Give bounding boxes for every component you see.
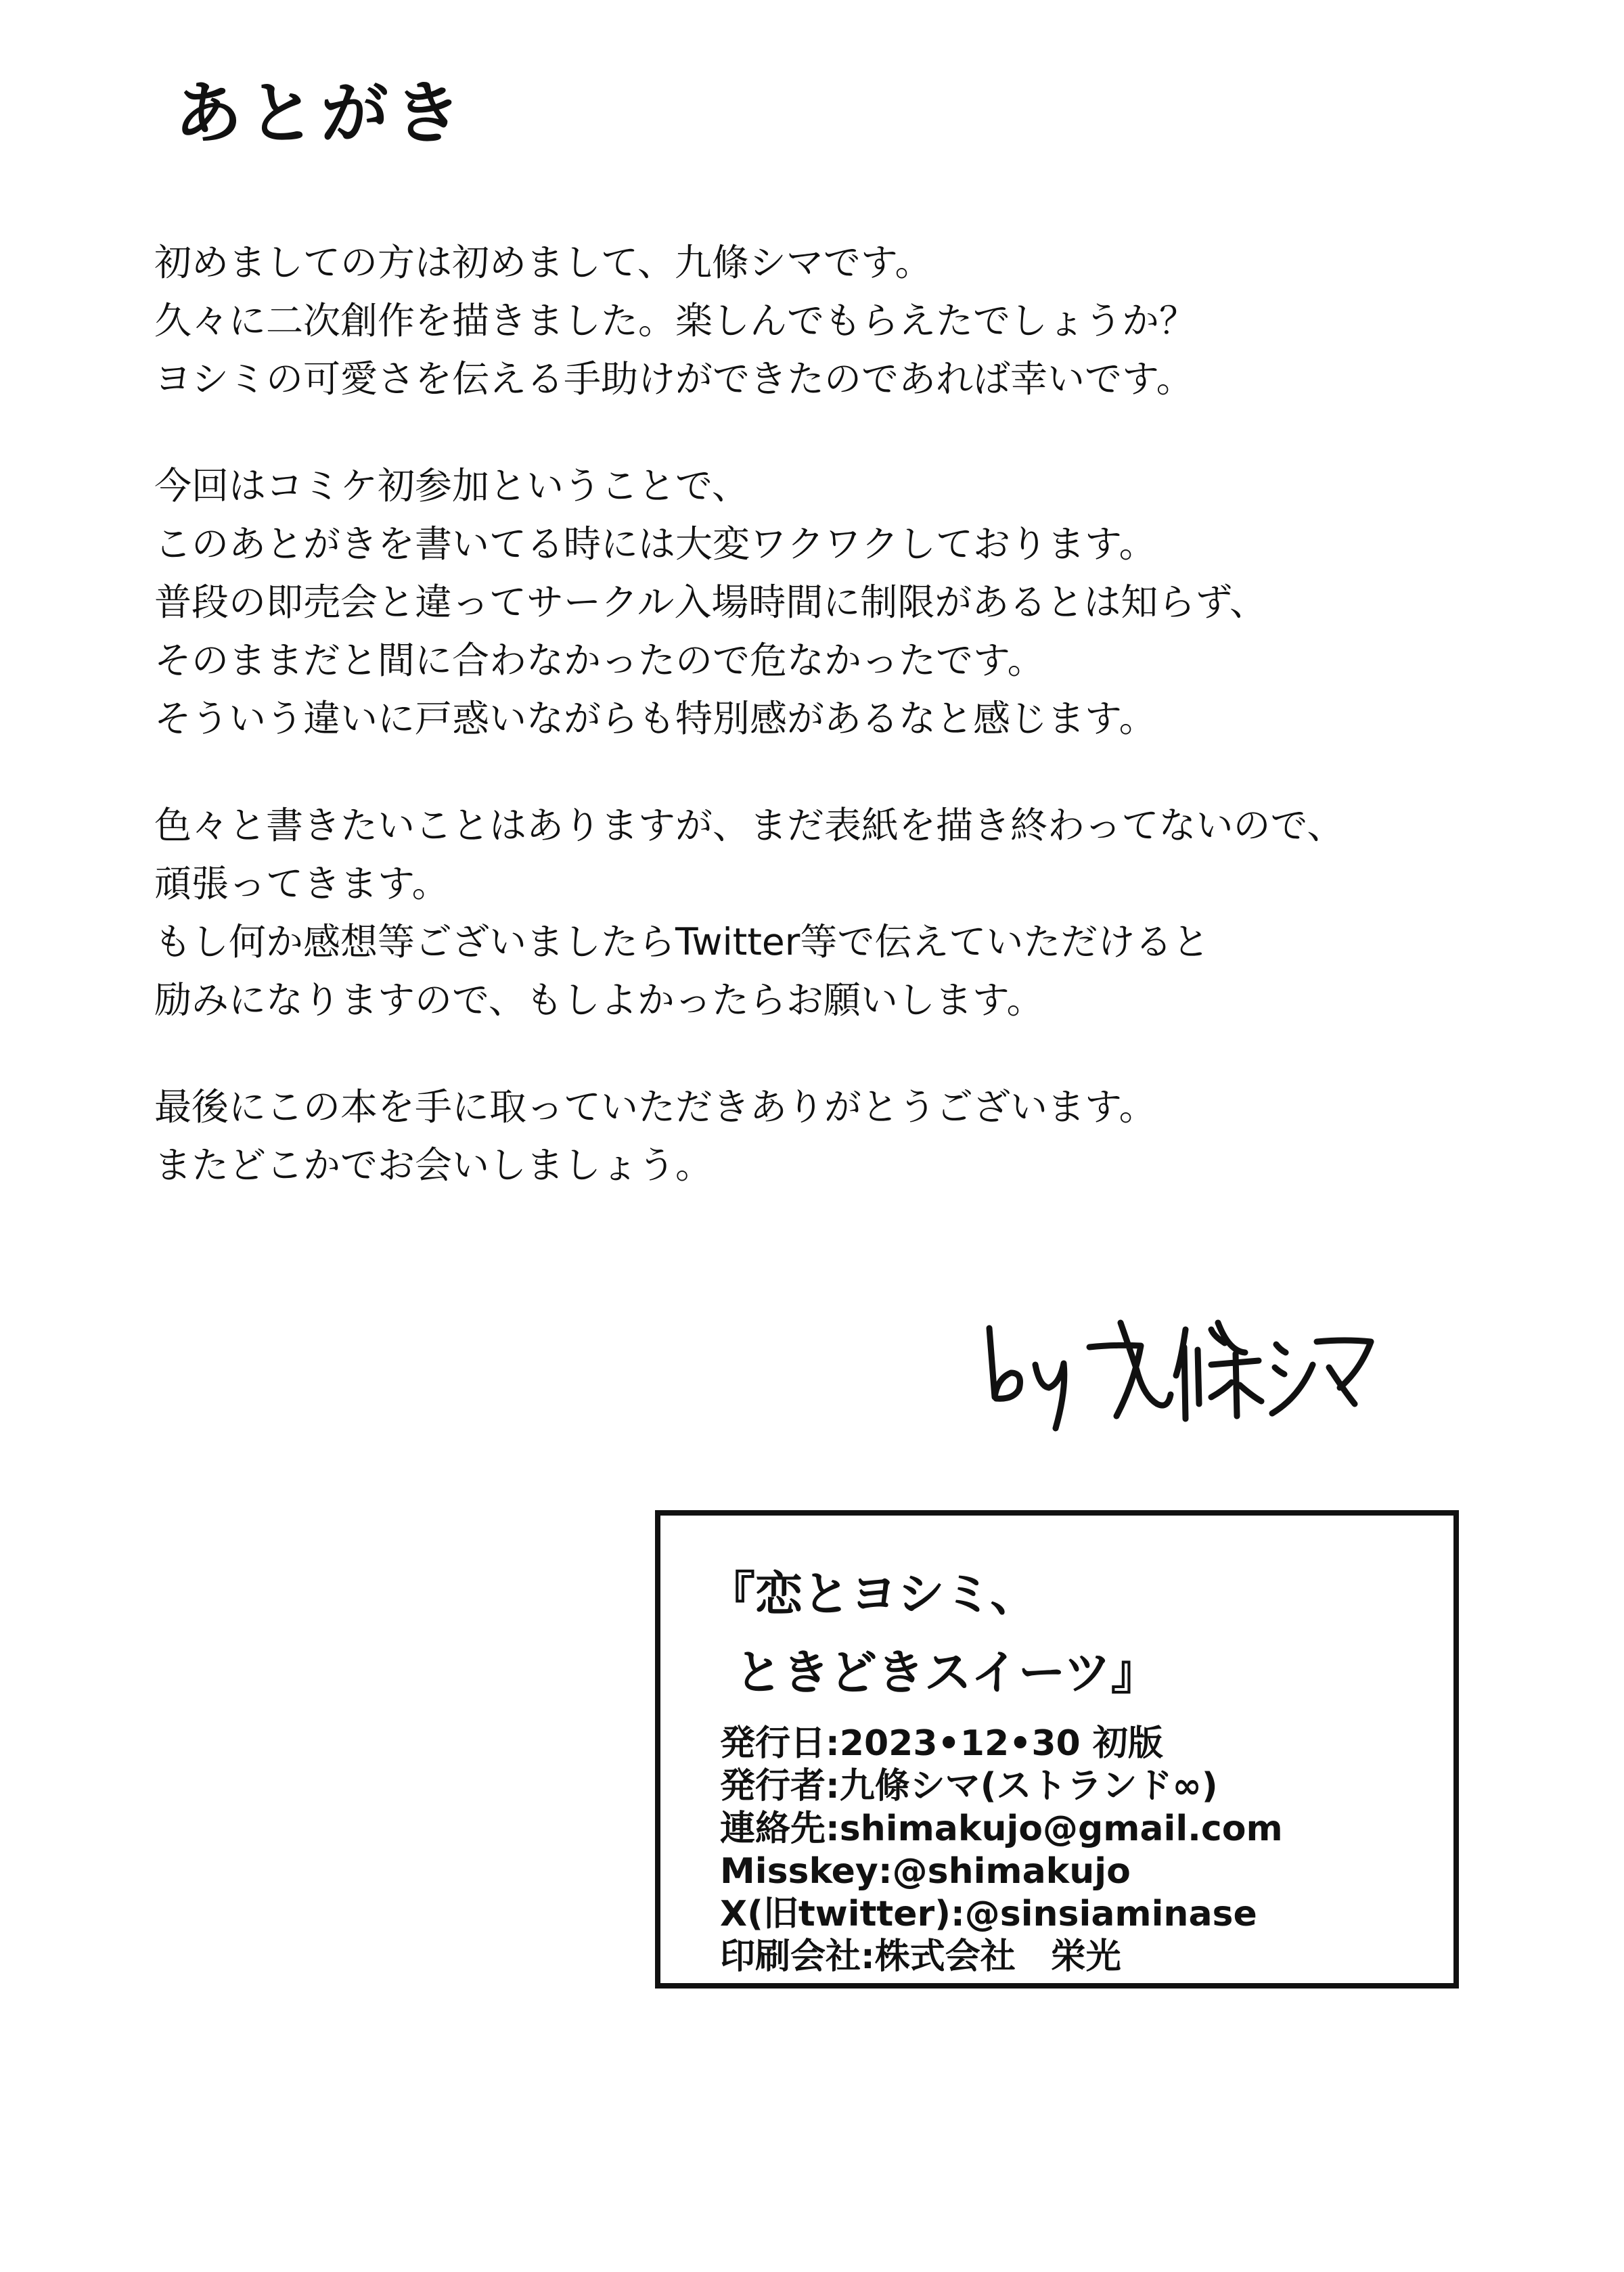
paragraph-4 [154,1078,1541,1194]
body-line: ヨシミの可愛さを伝える手助けができたのであれば幸いです。 [154,357,1194,401]
publisher: 発行者:九條シマ(ストランド∞) [720,1766,1218,1807]
body-line: そのままだと間に合わなかったので危なかったです。 [154,639,1045,682]
paragraph-2 [154,457,1541,748]
paragraph-1 [154,233,1541,408]
body-line: もし何か感想等ございましたらTwitter等で伝えていただけると [154,920,1210,963]
body-line: 普段の即売会と違ってサークル入場時間に制限があるとは知らず、 [154,581,1267,624]
publish-date: 発行日:2023•12•30 初版 [720,1723,1163,1764]
colophon-details [720,1723,1283,1978]
body-line: 今回はコミケ初参加ということで、 [154,464,749,507]
contact-email: 連絡先:shimakujo@gmail.com [720,1809,1283,1849]
body-line: そういう違いに戸惑いながらも特別感があるなと感じます。 [154,697,1156,740]
printing-company: 印刷会社:株式会社 栄光 [720,1936,1121,1977]
signature-stroke-y [1035,1363,1064,1428]
book-title [708,1555,1158,1712]
signature-stroke-jo [1176,1323,1261,1419]
misskey-handle: Misskey:@shimakujo [720,1851,1131,1892]
signature-stroke-shi [1272,1344,1313,1413]
page-title: あとがき [175,74,467,153]
x-handle: X(旧twitter):@sinsiaminase [720,1894,1257,1934]
body-line: 最後にこの本を手に取っていただきありがとうございます。 [154,1085,1156,1129]
body-line: 頑張ってきます。 [154,862,449,905]
book-title-line-1: 『恋とヨシミ、 [708,1566,1038,1622]
body-line: またどこかでお会いしましょう。 [154,1143,713,1187]
paragraph-3 [154,796,1541,1029]
body-line: このあとがきを書いてる時には大変ワクワクしております。 [154,522,1156,566]
handwritten-signature [974,1302,1380,1438]
colophon-box [655,1510,1459,1989]
signature-stroke-kyu [1089,1323,1171,1416]
signature-stroke-b [989,1328,1020,1399]
body-line: 色々と書きたいことはありますが、まだ表紙を描き終わってないので、 [154,804,1345,847]
signature-drawing [974,1302,1380,1438]
signature-stroke-ma [1317,1340,1371,1404]
body-line: 久々に二次創作を描きました。楽しんでもらえたでしょうか？ [154,299,1197,342]
body-line: 励みになりますので、もしよかったらお願いします。 [154,978,1044,1022]
body-line: 初めましての方は初めまして、九條シマです。 [154,241,932,284]
afterword-body [154,233,1541,1243]
book-title-line-2: ときどきスイーツ』 [735,1645,1158,1700]
